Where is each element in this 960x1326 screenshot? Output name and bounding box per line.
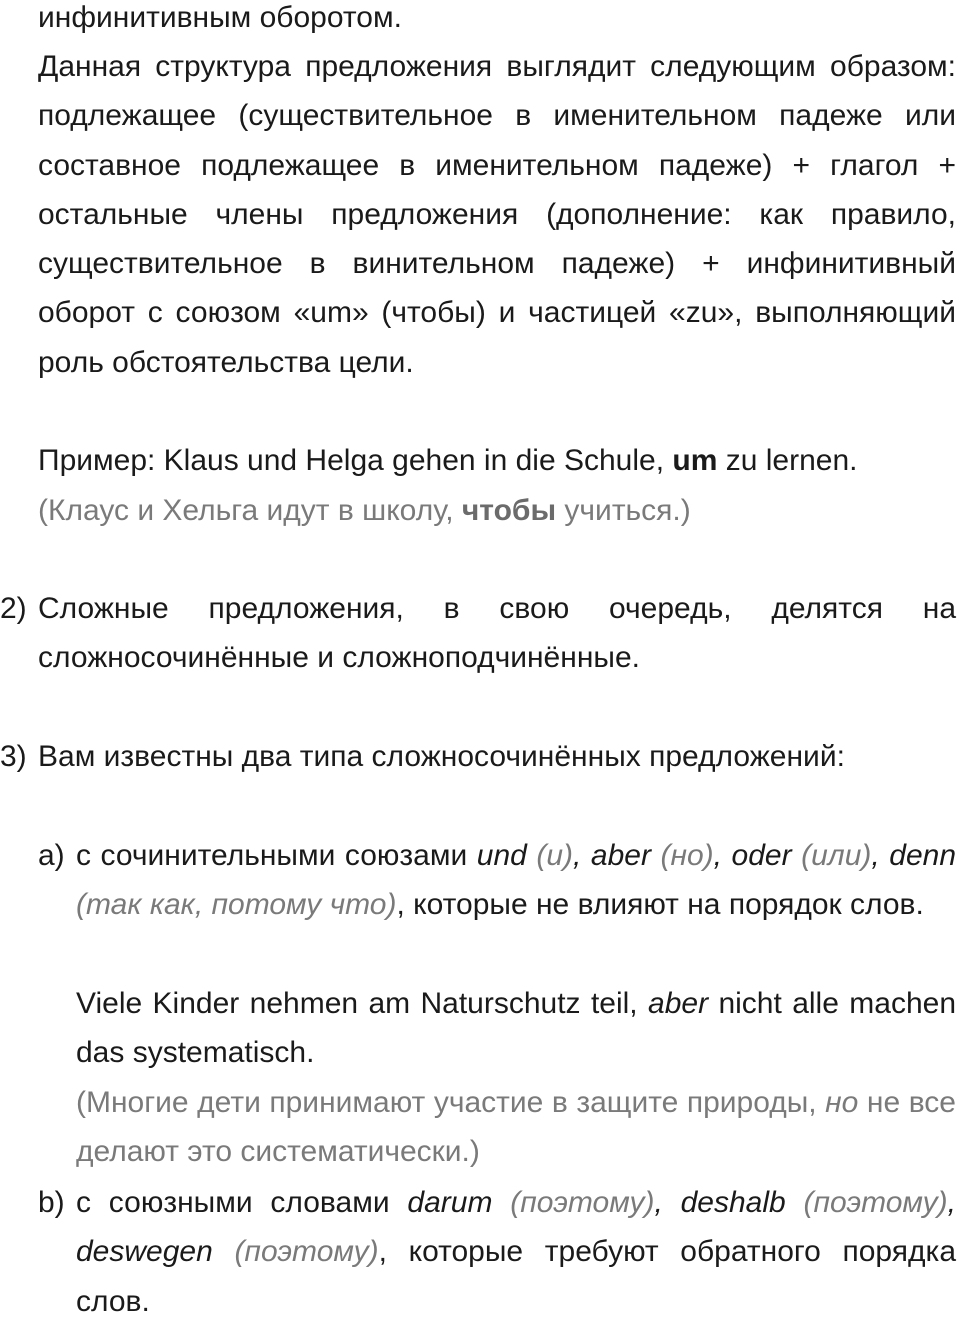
sep: , (573, 839, 591, 872)
sub-a-example-ru (76, 1078, 956, 1177)
word-deshalb: deshalb (680, 1186, 786, 1219)
sub-b-label: b) (38, 1186, 65, 1219)
sub-a-text (76, 831, 956, 930)
sub-a-t2: , которые не влияют на порядок слов. (396, 888, 924, 922)
translation-prefix: (Клаус и Хельга идут в школу, (38, 494, 462, 527)
item-3-text-content: Вам известны два типа сложносочинённых предложений: (38, 740, 845, 773)
word-aber: aber (590, 839, 651, 872)
sub-a-example-de (76, 979, 956, 1078)
item-3-label: 3) (0, 740, 27, 773)
word-darum-translation: (поэтому) (492, 1186, 655, 1219)
translation-bold: чтобы (461, 494, 557, 527)
example-prefix: Пример: Klaus und Helga gehen in die Schule, (38, 444, 673, 477)
sep: , (947, 1186, 956, 1219)
intro-example (38, 436, 956, 485)
sep: , (713, 839, 732, 872)
intro-paragraph-text: Данная структура предложения выглядит следующим образом: подлежащее (существительное в именительном падеже или составное подлежащее в именительном падеже) + глагол + остальные члены предложения (дополнение: как правило, существительное в винительном падеже) + инфинитивный оборот с союзом «um» (чтобы) и частицей «zu», выполняющий роль обстоятельства цели. (38, 50, 956, 379)
word-oder-translation: (или) (791, 839, 872, 872)
word-aber-translation: (но) (650, 839, 714, 872)
intro-translation (38, 486, 956, 535)
word-deswegen-translation: (поэтому) (212, 1235, 379, 1269)
word-darum: darum (407, 1186, 493, 1219)
item-3-text (38, 732, 956, 781)
item-2-label: 2) (0, 592, 27, 625)
item-2-text (38, 584, 956, 683)
sub-a-label: a) (38, 839, 65, 872)
sub-a-t1: с сочинительными союзами (76, 839, 477, 872)
word-und: und (476, 839, 527, 872)
ex-de-part2: nicht alle machen das systematisch. (76, 987, 956, 1070)
word-denn-translation: (так как, потому что) (76, 888, 397, 922)
word-deswegen: deswegen (76, 1235, 213, 1269)
word-denn: denn (889, 839, 957, 872)
ex-de-aber: aber (648, 987, 709, 1020)
item-2-text-content: Сложные предложения, в свою очередь, делятся на сложносочинённые и сложноподчинённые. (38, 592, 956, 675)
example-suffix: zu lernen. (717, 444, 858, 477)
word-deshalb-translation: (поэтому) (785, 1186, 948, 1219)
ex-ru-part1: (Многие дети принимают участие в защите природы, (76, 1086, 826, 1119)
example-bold: um (672, 444, 718, 477)
intro-paragraph (38, 42, 956, 387)
word-oder: oder (731, 839, 792, 872)
ex-de-part1: Viele Kinder nehmen am Naturschutz teil, (76, 987, 649, 1020)
ex-ru-part2: не все делают это систематически.) (76, 1086, 956, 1169)
sub-b-t1: с союзными словами (76, 1186, 408, 1219)
intro-line-top (38, 0, 956, 42)
sub-b-t2: , которые требуют обратного порядка слов. (76, 1235, 957, 1318)
word-und-translation: (и) (526, 839, 574, 872)
ex-ru-no: но (825, 1086, 859, 1119)
sep: , (654, 1186, 681, 1219)
translation-suffix: учиться.) (556, 494, 691, 527)
intro-line-top-text: инфинитивным оборотом. (38, 1, 402, 34)
sub-b-text (76, 1178, 956, 1326)
sep: , (871, 839, 890, 872)
